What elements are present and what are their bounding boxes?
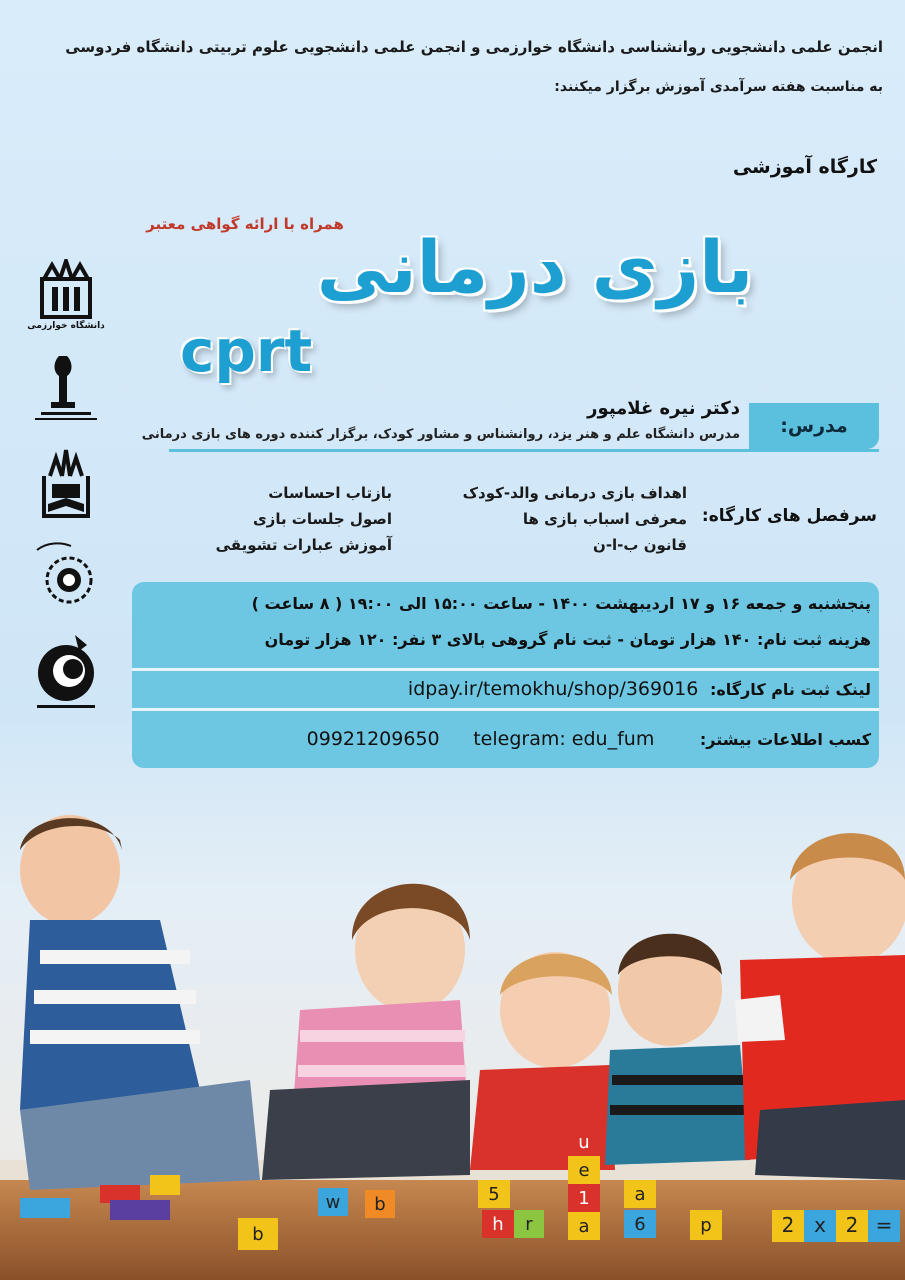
education-faculty-logo	[26, 443, 106, 523]
registration-link-label: لینک ثبت نام کارگاه:	[709, 680, 871, 699]
block-letter: 6	[634, 1214, 646, 1235]
block-letter: =	[875, 1213, 893, 1237]
block-letter: a	[634, 1184, 646, 1205]
topics-column-2	[172, 480, 392, 558]
topics-column-1	[447, 480, 687, 558]
block-letter: p	[700, 1215, 712, 1236]
child-girl	[262, 884, 470, 1180]
topic-item: اصول جلسات بازی	[252, 510, 392, 528]
telegram-id[interactable]: telegram: edu_fum	[473, 728, 655, 750]
info-separator	[132, 708, 879, 711]
registration-link-row	[132, 678, 879, 700]
instructor-description: مدرس دانشگاه علم و هنر یزد، روانشناس و مشاور کودک، برگزار کننده دوره های بازی درمانی	[141, 427, 740, 442]
block-letter: w	[325, 1192, 341, 1213]
instructor-name: دکتر نیره غلامپور	[587, 398, 740, 419]
fee-text: هزینه ثبت نام: ۱۴۰ هزار تومان - ثبت نام گروهی بالای ۳ نفر: ۱۲۰ هزار تومان	[264, 630, 871, 649]
workshop-type: کارگاه آموزشی	[732, 156, 877, 178]
block-letter: r	[525, 1214, 533, 1235]
children-playing-photo	[0, 780, 905, 1280]
block-letter: b	[252, 1224, 264, 1245]
block-letter: h	[492, 1214, 504, 1235]
ferdowsi-logo-icon	[31, 352, 101, 426]
contact-row	[132, 728, 879, 750]
schedule-text: پنجشنبه و جمعه ۱۶ و ۱۷ اردیبهشت ۱۴۰۰ - ساعت ۱۵:۰۰ الی ۱۹:۰۰ ( ۸ ساعت )	[251, 594, 871, 613]
block-letter: 2	[781, 1213, 795, 1237]
logo-caption: دانشگاه خوارزمی	[27, 321, 105, 331]
workshop-title: بازی درمانی	[316, 225, 754, 309]
topics-label: سرفصل های کارگاه:	[701, 506, 877, 526]
association-seal-logo	[26, 537, 106, 617]
education-logo-icon	[36, 446, 96, 520]
instructor-label: مدرس:	[749, 403, 879, 449]
block-letter: x	[814, 1213, 826, 1237]
phone-number[interactable]: 09921209650	[306, 728, 440, 750]
block-letter: e	[578, 1160, 590, 1181]
registration-link[interactable]: idpay.ir/temokhu/shop/369016	[407, 678, 699, 700]
ferdowsi-university-logo	[26, 349, 106, 429]
intro-line-2: به مناسبت هفته سرآمدی آموزش برگزار میکنند:	[554, 79, 883, 95]
intro-line-1: انجمن علمی دانشجویی روانشناسی دانشگاه خوارزمی و انجمن علمی دانشجویی علوم تربیتی دانشگاه فردوسی	[65, 38, 883, 56]
block-letter: 5	[488, 1184, 500, 1205]
workshop-subtitle: cprt	[180, 317, 313, 385]
block-letter: u	[578, 1132, 590, 1153]
info-separator	[132, 668, 879, 671]
block-letter: 1	[578, 1188, 590, 1209]
contact-label: کسب اطلاعات بیشتر:	[699, 730, 871, 749]
kharazmi-university-logo	[26, 255, 106, 335]
topic-item: آموزش عبارات تشویقی	[215, 536, 392, 554]
block-letter: b	[374, 1194, 386, 1215]
child-right-middle	[605, 934, 750, 1165]
child-right	[735, 833, 905, 1180]
topic-item: اهداف بازی درمانی والد-کودک	[462, 484, 687, 502]
student-logo-icon	[31, 631, 101, 711]
block-letter: 2	[845, 1213, 859, 1237]
topic-item: معرفی اسباب بازی ها	[522, 510, 687, 528]
instructor-divider	[169, 449, 879, 452]
seal-logo-icon	[31, 540, 101, 614]
kharazmi-logo-icon	[38, 259, 94, 321]
block-letter: a	[578, 1216, 590, 1237]
topic-item: بازتاب احساسات	[268, 484, 392, 502]
info-box	[132, 582, 879, 768]
topic-item: قانون ب-ا-ن	[593, 536, 687, 554]
logos-column	[16, 255, 106, 725]
certificate-note: همراه با ارائه گواهی معتبر	[146, 215, 344, 233]
child-left	[20, 815, 260, 1190]
student-association-logo	[26, 631, 106, 711]
